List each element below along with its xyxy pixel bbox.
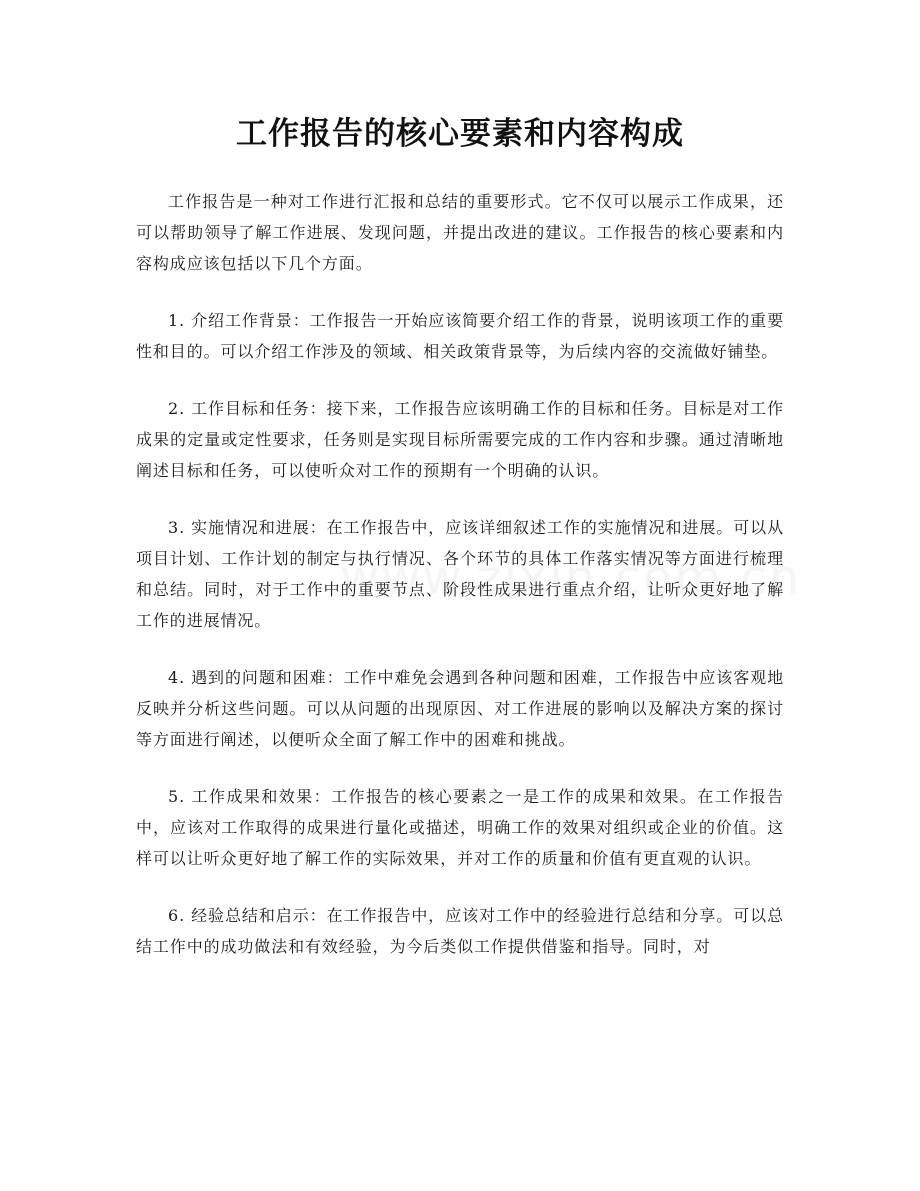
- section-5-paragraph: 5. 工作成果和效果：工作报告的核心要素之一是工作的成果和效果。在工作报告中，应该对工作取得的成果进行量化或描述，明确工作的效果对组织或企业的价值。这样可以让听众更好地了解工作的实际效果，并对工作的质量和价值有更直观的认识。: [136, 787, 784, 868]
- intro-paragraph: 工作报告是一种对工作进行汇报和总结的重要形式。它不仅可以展示工作成果，还可以帮助领导了解工作进展、发现问题，并提出改进的建议。工作报告的核心要素和内容构成应该包括以下几个方面。: [136, 192, 784, 273]
- section-4-paragraph: 4. 遇到的问题和困难：工作中难免会遇到各种问题和困难，工作报告中应该客观地反映并分析这些问题。可以从问题的出现原因、对工作进展的影响以及解决方案的探讨等方面进行阐述，以便听众全面了解工作中的困难和挑战。: [136, 668, 784, 749]
- document-body: [136, 186, 784, 988]
- section-1-paragraph: 1. 介绍工作背景：工作报告一开始应该简要介绍工作的背景，说明该项工作的重要性和目的。可以介绍工作涉及的领域、相关政策背景等，为后续内容的交流做好铺垫。: [136, 311, 784, 361]
- section-2-paragraph: 2. 工作目标和任务：接下来，工作报告应该明确工作的目标和任务。目标是对工作成果的定量或定性要求，任务则是实现目标所需要完成的工作内容和步骤。通过清晰地阐述目标和任务，可以使听众对工作的预期有一个明确的认识。: [136, 399, 784, 480]
- section-3-paragraph: 3. 实施情况和进展：在工作报告中，应该详细叙述工作的实施情况和进展。可以从项目计划、工作计划的制定与执行情况、各个环节的具体工作落实情况等方面进行梳理和总结。同时，对于工作中的重要节点、阶段性成果进行重点介绍，让听众更好地了解工作的进展情况。: [136, 518, 784, 630]
- document-title: 工作报告的核心要素和内容构成: [236, 116, 684, 152]
- section-6-paragraph: 6. 经验总结和启示：在工作报告中，应该对工作中的经验进行总结和分享。可以总结工作中的成功做法和有效经验，为今后类似工作提供借鉴和指导。同时，对: [136, 906, 784, 956]
